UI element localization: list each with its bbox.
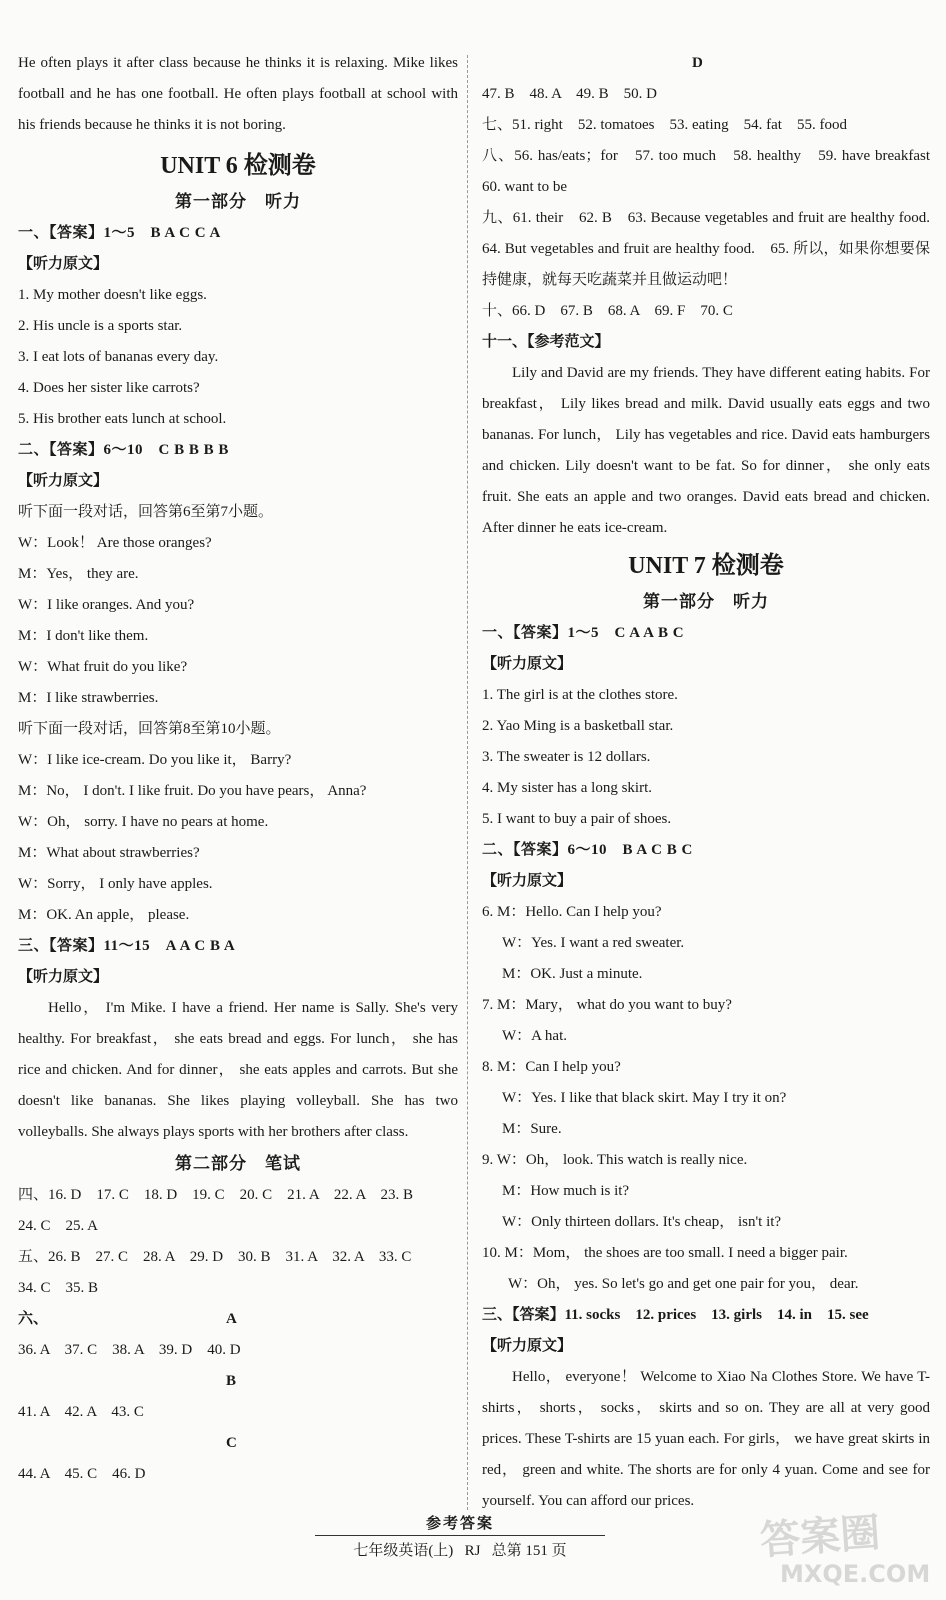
u6-s7-line: 七、51. right 52. tomatoes 53. eating 54. fat 55. food [482,117,847,133]
footer-rule [315,1535,605,1536]
unit6-part2-title: 第二部分 笔试 [175,1154,301,1173]
footer-info [300,1539,620,1560]
u6-s6-b-answers: 41. A 42. A 43. C [18,1404,144,1420]
right-column [482,48,946,1517]
u7-s1-label: 【听力原文】 [482,656,573,672]
column-divider [467,55,468,1510]
list-item: W：Look！ Are those oranges? [18,535,212,551]
u6-s5-line: 五、26. B 27. C 28. A 29. D 30. B 31. A 32. A 33. C [18,1249,412,1265]
u6-s3-label: 【听力原文】 [18,969,109,985]
list-item: M：How much is it? [502,1183,630,1199]
footer-title: 参考答案 [425,1516,494,1532]
list-item: W：I like oranges. And you? [18,597,195,613]
list-item: 1. The girl is at the clothes store. [482,687,678,703]
u6-s6-d-answers: 47. B 48. A 49. B 50. D [482,86,658,102]
list-item: M：OK. Just a minute. [502,966,643,982]
u6-s6-section-d: D [692,55,703,71]
u7-s3-label: 【听力原文】 [482,1338,573,1354]
list-item: 2. Yao Ming is a basketball star. [482,718,674,734]
list-item: 4. My sister has a long skirt. [482,780,652,796]
u6-s6-section-c: C [226,1435,237,1451]
list-item: M：I don't like them. [18,628,149,644]
footer-subject: 七年级英语(上) [353,1543,454,1559]
list-item: M：I like strawberries. [18,690,159,706]
u6-s1-label: 【听力原文】 [18,256,109,272]
list-item: 2. His uncle is a sports star. [18,318,183,334]
u6-s8-text: 八、56. has/eats；for 57. too much 58. healthy 59. have breakfast 60. want to be [482,148,946,195]
list-item: 5. His brother eats lunch at school. [18,411,227,427]
list-item: M：Yes， they are. [18,566,139,582]
list-item: 5. I want to buy a pair of shoes. [482,811,672,827]
u7-s2-answer: 二、【答案】6～10 B A C B C [482,842,693,858]
u6-s6-a-answers: 36. A 37. C 38. A 39. D 40. D [18,1342,241,1358]
footer-page-number: 总第 151 页 [491,1543,567,1559]
unit6-title: UNIT 6 检测卷 [160,153,316,179]
u6-s1-answer: 一、【答案】1～5 B A C C A [18,225,221,241]
unit7-title: UNIT 7 检测卷 [628,553,784,579]
u6-s4-line: 四、16. D 17. C 18. D 19. C 20. C 21. A 22. A 23. B [18,1187,414,1203]
u7-s3-answer: 三、【答案】11. socks 12. prices 13. girls 14. in 15. see [482,1307,869,1323]
list-item: 8. M：Can I help you? [482,1059,621,1075]
u6-s9-text: 九、61. their 62. B 63. Because vegetables and fruit are healthy food. 64. But vegetables and fruit are healthy food. 65. 所以，如果你想要保持健康，就每天吃蔬菜并且做运动吧！ [482,210,946,288]
list-item: W：Yes. I like that black skirt. May I try it on? [502,1090,787,1106]
watermark-logo: 答案圈 [758,1509,882,1565]
list-item: W：Oh， yes. So let's go and get one pair for you， dear. [508,1276,859,1292]
list-item: W：Oh， sorry. I have no pears at home. [18,814,269,830]
u7-s3-passage: Hello， everyone！ Welcome to Xiao Na Clothes Store. We have T-shirts， shorts， socks， skirts and so on. They are all at very good prices. These T-shirts are 15 yuan each. For girls， we have great skirts in red， green and white. The shorts are for only 4 yuan. Come and see for yourself. You can afford our prices. [482,1369,930,1509]
list-item: 3. The sweater is 12 dollars. [482,749,651,765]
list-item: 听下面一段对话，回答第8至第10小题。 [18,721,281,737]
u6-s4-line: 24. C 25. A [18,1218,99,1234]
list-item: 听下面一段对话，回答第6至第7小题。 [18,504,274,520]
u6-s6-section-b: B [226,1373,237,1389]
list-item: 6. M：Hello. Can I help you? [482,904,662,920]
list-item: 4. Does her sister like carrots? [18,380,200,396]
watermark-url: MXQE.COM [780,1560,931,1588]
list-item: W：What fruit do you like? [18,659,188,675]
footer-edition: RJ [464,1543,481,1559]
intro-paragraph: He often plays it after class because he thinks it is relaxing. Mike likes football and he has one football. He often plays football at school with his friends because he thinks it is not boring. [18,55,458,133]
list-item: W：Only thirteen dollars. It's cheap， isn't it? [502,1214,782,1230]
u6-s2-label: 【听力原文】 [18,473,109,489]
u6-s6-label: 六、 [18,1311,49,1327]
list-item: M：What about strawberries? [18,845,200,861]
u6-s2-answer: 二、【答案】6～10 C B B B B [18,442,229,458]
list-item: 9. W：Oh， look. This watch is really nice. [482,1152,748,1168]
u6-s6-c-answers: 44. A 45. C 46. D [18,1466,146,1482]
list-item: W：Yes. I want a red sweater. [502,935,685,951]
list-item: W：I like ice-cream. Do you like it， Barry? [18,752,292,768]
u6-s5-line: 34. C 35. B [18,1280,99,1296]
list-item: 7. M：Mary， what do you want to buy? [482,997,732,1013]
u6-s11-essay: Lily and David are my friends. They have different eating habits. For breakfast， Lily likes bread and milk. David usually eats eggs and two bananas. For lunch， Lily has vegetables and rice. David eats hamburgers and chicken. Lily doesn't want to be fat. So for dinner， she only eats fruit. She eats an apple and two oranges. David eats bread and chicken. After dinner he eats ice-cream. [482,365,930,536]
list-item: M：OK. An apple， please. [18,907,190,923]
u6-s6-section-a: A [226,1311,237,1327]
list-item: W：Sorry， I only have apples. [18,876,213,892]
list-item: M：No， I don't. I like fruit. Do you have pears， Anna? [18,783,367,799]
u7-s1-answer: 一、【答案】1～5 C A A B C [482,625,685,641]
u6-s11-label: 十一、【参考范文】 [482,334,610,350]
u6-s3-passage: Hello， I'm Mike. I have a friend. Her name is Sally. She's very healthy. For breakfast， she eats bread and eggs. For lunch， she has rice and chicken. And for dinner， she eats apples and carrots. But she doesn't like bananas. She likes playing volleyball. She has two volleyballs. She always plays sports with her brothers after class. [18,1000,458,1140]
unit7-part1-title: 第一部分 听力 [643,592,769,611]
list-item: 10. M：Mom， the shoes are too small. I need a bigger pair. [482,1245,848,1261]
list-item: 3. I eat lots of bananas every day. [18,349,219,365]
u6-s3-answer: 三、【答案】11～15 A A C B A [18,938,236,954]
list-item: W：A hat. [502,1028,567,1044]
left-column [18,48,458,1490]
page-footer [300,1512,620,1560]
list-item: M：Sure. [502,1121,562,1137]
u7-s2-label: 【听力原文】 [482,873,573,889]
u6-s10-line: 十、66. D 67. B 68. A 69. F 70. C [482,303,733,319]
list-item: 1. My mother doesn't like eggs. [18,287,207,303]
unit6-part1-title: 第一部分 听力 [175,192,301,211]
